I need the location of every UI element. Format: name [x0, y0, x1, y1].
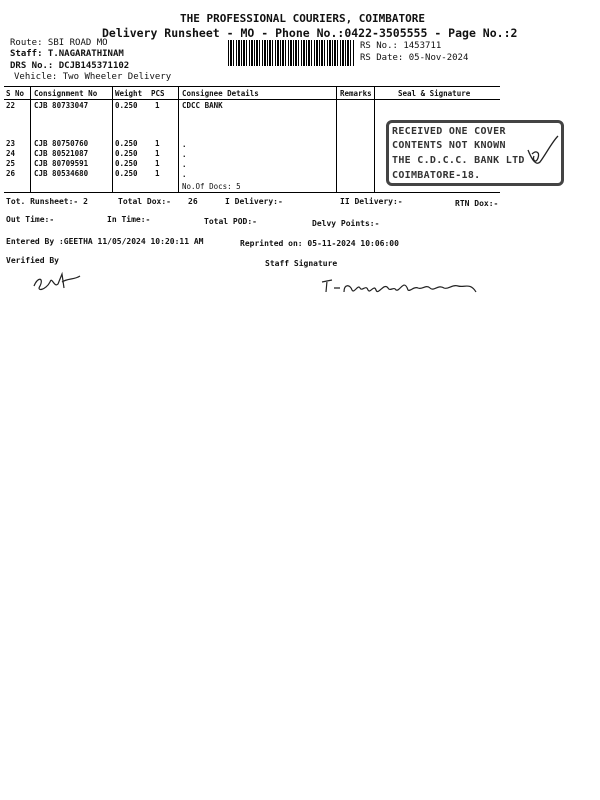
row-pcs: 1 — [155, 149, 160, 158]
row-weight: 0.250 — [115, 139, 138, 148]
table-top-border — [4, 86, 500, 87]
row-details: . — [182, 150, 187, 159]
row-details: CDCC BANK — [182, 101, 223, 110]
row-sno: 23 — [6, 139, 16, 148]
row-consignment: CJB 80534680 — [34, 169, 89, 178]
rs-date: RS Date: 05-Nov-2024 — [360, 53, 469, 63]
total-dox-value: 26 — [188, 197, 198, 206]
header-pcs: PCS — [151, 89, 165, 98]
verified-by-label: Verified By — [6, 256, 59, 265]
table-header-border — [4, 99, 500, 100]
row-consignment: CJB 80521087 — [34, 149, 89, 158]
row-consignment: CJB 80733047 — [34, 101, 89, 110]
total-dox-label: Total Dox:- — [118, 197, 171, 206]
row-weight: 0.250 — [115, 101, 138, 110]
ii-delivery: II Delivery:- — [340, 197, 403, 206]
in-time: In Time:- — [107, 215, 151, 224]
row-pcs: 1 — [155, 159, 160, 168]
row-consignment: CJB 80750760 — [34, 139, 89, 148]
i-delivery: I Delivery:- — [225, 197, 283, 206]
row-details: . — [182, 170, 187, 179]
tot-runsheet: Tot. Runsheet:- 2 — [6, 197, 88, 206]
row-weight: 0.250 — [115, 149, 138, 158]
col-divider — [374, 86, 375, 192]
col-divider — [336, 86, 337, 192]
row-sno: 24 — [6, 149, 16, 158]
delvy-points: Delvy Points:- — [312, 219, 380, 228]
header-weight: Weight — [115, 89, 143, 98]
row-sno: 22 — [6, 101, 16, 110]
out-time: Out Time:- — [6, 215, 55, 224]
table-bottom-border — [4, 192, 500, 193]
vehicle-label: Vehicle: Two Wheeler Delivery — [14, 72, 172, 82]
drs-label: DRS No.: DCJB145371102 — [10, 61, 130, 71]
row-consignment: CJB 80709591 — [34, 159, 89, 168]
header-sno: S No — [6, 89, 25, 98]
row-pcs: 1 — [155, 139, 160, 148]
route-label: Route: SBI ROAD MO — [10, 38, 108, 48]
stamp-line: RECEIVED ONE COVER — [392, 126, 506, 137]
stamp-line: CONTENTS NOT KNOWN — [392, 140, 506, 151]
staff-signature — [318, 272, 482, 300]
staff-label: Staff: T.NAGARATHINAM — [10, 49, 124, 59]
company-title: THE PROFESSIONAL COURIERS, COIMBATORE — [180, 12, 426, 25]
row-sno: 26 — [6, 169, 16, 178]
row-weight: 0.250 — [115, 169, 138, 178]
header-remarks: Remarks — [340, 89, 372, 98]
header-consignee: Consignee Details — [182, 89, 259, 98]
runsheet-title: Delivery Runsheet - MO - Phone No.:0422-3505555 - Page No.:2 — [102, 26, 518, 40]
col-divider — [178, 86, 179, 192]
entered-by: Entered By :GEETHA 11/05/2024 10:20:11 AM — [6, 237, 204, 246]
rs-number: RS No.: 1453711 — [360, 41, 442, 51]
row-weight: 0.250 — [115, 159, 138, 168]
stamp-line: COIMBATORE-18. — [392, 170, 481, 181]
rtn-dox: RTN Dox:- — [455, 199, 499, 208]
barcode — [228, 40, 354, 66]
staff-signature-label: Staff Signature — [265, 259, 338, 268]
header-seal: Seal & Signature — [398, 89, 471, 98]
stamp-signature-mark — [522, 132, 562, 176]
row-details: . — [182, 160, 187, 169]
reprinted-on: Reprinted on: 05-11-2024 10:06:00 — [240, 239, 399, 248]
row-sno: 25 — [6, 159, 16, 168]
row-details: . — [182, 140, 187, 149]
stamp-line: THE C.D.C.C. BANK LTD — [392, 155, 525, 166]
row-pcs: 1 — [155, 169, 160, 178]
col-divider — [30, 86, 31, 192]
col-divider — [112, 86, 113, 192]
header-consignment: Consignment No — [34, 89, 98, 98]
row-pcs: 1 — [155, 101, 160, 110]
verifier-signature — [26, 266, 90, 296]
total-pod: Total POD:- — [204, 217, 257, 226]
no-of-docs: No.Of Docs: 5 — [182, 182, 241, 191]
